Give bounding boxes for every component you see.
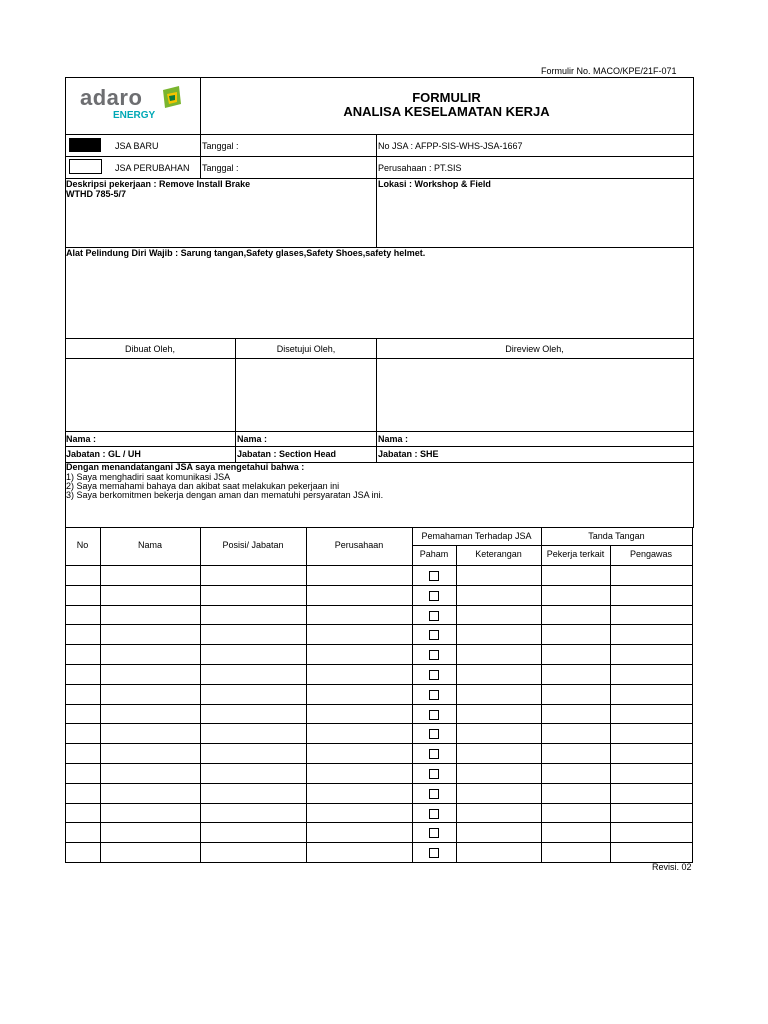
paham-checkbox[interactable] [429, 789, 439, 799]
jsa-baru-checkbox[interactable] [69, 138, 101, 152]
table-row-line [65, 783, 693, 784]
col-posisi: Posisi/ Jabatan [222, 540, 284, 550]
deskripsi-divider [376, 178, 377, 247]
jabatan-3: Jabatan : SHE [378, 449, 439, 459]
table-sub-col-line [456, 545, 457, 863]
approval-row-divider-1 [65, 358, 693, 359]
statement-intro: Dengan menandatangani JSA saya mengetahui bahwa : [66, 462, 305, 472]
paham-checkbox[interactable] [429, 650, 439, 660]
table-col-line [306, 527, 307, 863]
col-no: No [76, 540, 89, 550]
adaro-logo [80, 84, 190, 126]
logo-word: adaro [80, 85, 143, 110]
table-row-line [65, 822, 693, 823]
direview-oleh: Direview Oleh, [505, 344, 564, 354]
dibuat-oleh: Dibuat Oleh, [124, 344, 176, 354]
disetujui-oleh: Disetujui Oleh, [276, 344, 336, 354]
logo-mark-icon [159, 84, 183, 110]
table-row-line [65, 743, 693, 744]
table-col-line [412, 527, 413, 863]
sub-paham: Paham [419, 549, 449, 559]
title-line-1: FORMULIR [412, 90, 481, 105]
deskripsi-line-1: Deskripsi pekerjaan : Remove Install Brake [66, 179, 251, 189]
group-tanda-tangan: Tanda Tangan [588, 531, 645, 541]
meta-row-divider [65, 156, 693, 157]
table-row-line [65, 704, 693, 705]
sub-pekerja-terkait: Pekerja terkait [546, 549, 605, 559]
jabatan-1: Jabatan : GL / UH [66, 449, 141, 459]
table-row-line [65, 605, 693, 606]
apd-block [65, 247, 694, 339]
table-row-line [65, 862, 693, 863]
deskripsi-line-2: WTHD 785-5/7 [66, 189, 127, 199]
logo-sub: ENERGY [113, 110, 156, 121]
table-col-line [541, 527, 542, 863]
statement-item-1: 1) Saya menghadiri saat komunikasi JSA [66, 472, 231, 482]
table-col-line [65, 527, 66, 863]
table-sub-col-line [610, 545, 611, 863]
nama-2: Nama : [237, 434, 268, 444]
tanggal-1: Tanggal : [202, 141, 239, 151]
sub-pengawas: Pengawas [629, 549, 673, 559]
approval-divider-1 [235, 338, 236, 462]
approval-block [65, 338, 694, 463]
no-jsa: No JSA : AFPP-SIS-WHS-JSA-1667 [378, 141, 523, 151]
jabatan-2: Jabatan : Section Head [237, 449, 337, 459]
group-pemahaman: Pemahaman Terhadap JSA [421, 531, 532, 541]
table-sub-header-line [412, 545, 693, 546]
paham-checkbox[interactable] [429, 611, 439, 621]
col-perusahaan: Perusahaan [334, 540, 384, 550]
table-row-line [65, 723, 693, 724]
table-row-line [65, 664, 693, 665]
form-number: Formulir No. MACO/KPE/21F-071 [541, 66, 677, 76]
paham-checkbox[interactable] [429, 670, 439, 680]
nama-3: Nama : [378, 434, 409, 444]
tanggal-2: Tanggal : [202, 163, 239, 173]
jsa-perubahan-label: JSA PERUBAHAN [115, 163, 190, 173]
table-col-line [692, 527, 693, 863]
paham-checkbox[interactable] [429, 630, 439, 640]
table-row-line [65, 565, 693, 566]
lokasi: Lokasi : Workshop & Field [378, 179, 491, 189]
paham-checkbox[interactable] [429, 749, 439, 759]
table-col-line [200, 527, 201, 863]
meta-divider-2 [376, 134, 377, 178]
table-row-line [65, 842, 693, 843]
meta-divider-1 [200, 134, 201, 178]
paham-checkbox[interactable] [429, 729, 439, 739]
paham-checkbox[interactable] [429, 571, 439, 581]
apd-text: Alat Pelindung Diri Wajib : Sarung tangan,Safety glases,Safety Shoes,safety helmet. [66, 248, 426, 258]
paham-checkbox[interactable] [429, 848, 439, 858]
table-row-line [65, 803, 693, 804]
perusahaan: Perusahaan : PT.SIS [378, 163, 462, 173]
table-row-line [65, 763, 693, 764]
paham-checkbox[interactable] [429, 710, 439, 720]
approval-row-divider-2 [65, 431, 693, 432]
table-row-line [65, 684, 693, 685]
statement-item-2: 2) Saya memahami bahaya dan akibat saat melakukan pekerjaan ini [66, 481, 340, 491]
revisi: Revisi. 02 [652, 862, 692, 872]
table-row-line [65, 585, 693, 586]
col-nama: Nama [137, 540, 162, 550]
approval-divider-2 [376, 338, 377, 462]
table-row-line [65, 644, 693, 645]
statement-item-3: 3) Saya berkomitmen bekerja dengan aman dan mematuhi persyaratan JSA ini. [66, 490, 384, 500]
table-row-line [65, 624, 693, 625]
jsa-baru-label: JSA BARU [115, 141, 159, 151]
paham-checkbox[interactable] [429, 591, 439, 601]
jsa-perubahan-checkbox[interactable] [69, 159, 102, 174]
sub-keterangan: Keterangan [475, 549, 522, 559]
paham-checkbox[interactable] [429, 809, 439, 819]
paham-checkbox[interactable] [429, 828, 439, 838]
title-line-2: ANALISA KESELAMATAN KERJA [343, 104, 550, 119]
approval-row-divider-3 [65, 446, 693, 447]
table-col-line [100, 527, 101, 863]
nama-1: Nama : [66, 434, 97, 444]
paham-checkbox[interactable] [429, 769, 439, 779]
paham-checkbox[interactable] [429, 690, 439, 700]
